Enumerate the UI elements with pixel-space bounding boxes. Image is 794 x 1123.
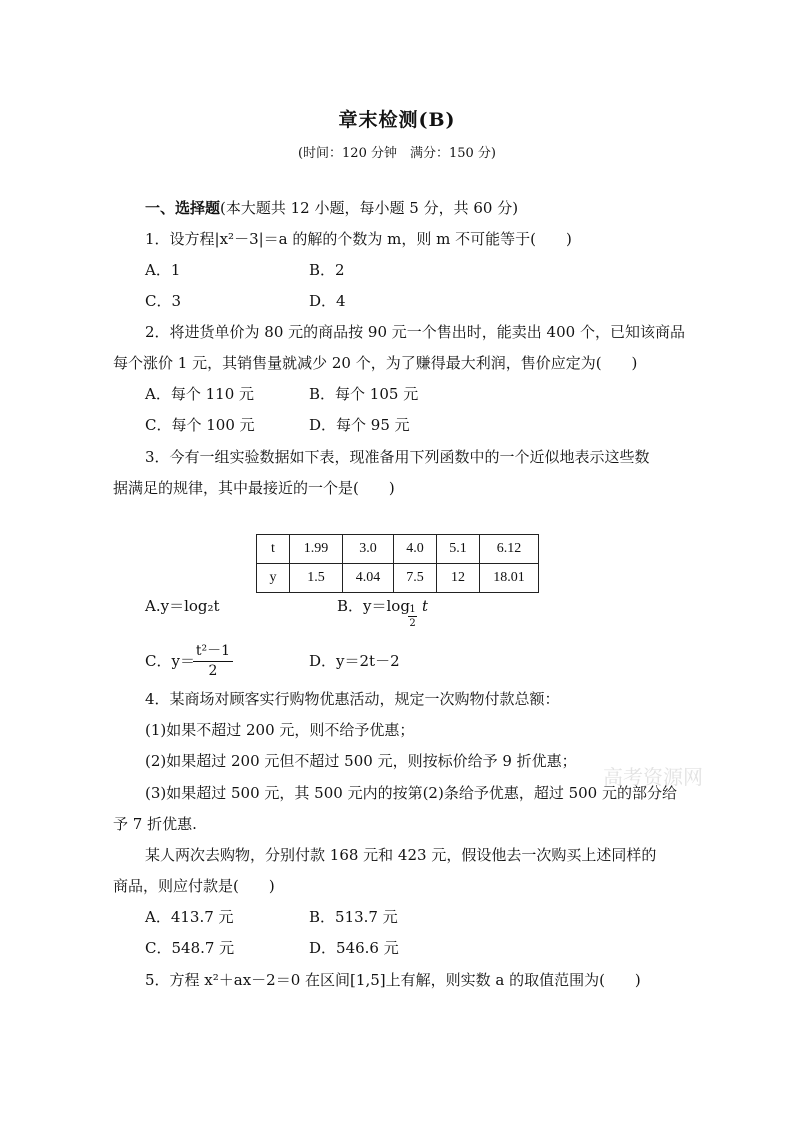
section-heading-rest: (本大题共 12 小题，每小题 5 分，共 60 分)	[220, 199, 519, 217]
exam-meta: (时间：120 分钟 满分：150 分)	[297, 146, 497, 161]
q1-option-a: A．1	[145, 261, 181, 279]
table-cell: 3.0	[343, 535, 394, 564]
table-cell: 7.5	[394, 564, 437, 593]
table-cell: 4.04	[343, 564, 394, 593]
q4-rule1: (1)如果不超过 200 元，则不给予优惠；	[145, 721, 415, 739]
q3-option-c-num: t²－1	[195, 643, 231, 659]
q4-option-a: A．413.7 元	[145, 908, 234, 926]
table-cell: 5.1	[437, 535, 480, 564]
q2-stem-line2: 每个涨价 1 元，其销售量就减少 20 个，为了赚得最大利润，售价应定为( )	[113, 354, 638, 372]
q2-option-c: C．每个 100 元	[145, 416, 255, 434]
table-cell: 1.99	[290, 535, 343, 564]
q3-stem-line2: 据满足的规律，其中最接近的一个是( )	[113, 479, 395, 497]
page-title: 章末检测(B)	[338, 109, 456, 131]
q3-option-d: D．y＝2t－2	[309, 652, 400, 670]
q4-option-b: B．513.7 元	[309, 908, 398, 926]
table-cell: 1.5	[290, 564, 343, 593]
q2-option-d: D．每个 95 元	[309, 416, 410, 434]
q3-stem-line1: 3．今有一组实验数据如下表，现准备用下列函数中的一个近似地表示这些数	[145, 448, 650, 466]
section-heading-bold: 一、选择题	[145, 199, 221, 217]
q3-option-c-fraction	[193, 640, 233, 679]
q4-rule2: (2)如果超过 200 元但不超过 500 元，则按标价给予 9 折优惠；	[145, 752, 577, 770]
table-cell: t	[257, 535, 290, 564]
q4-option-d: D．546.6 元	[309, 939, 399, 957]
section-heading	[145, 198, 518, 218]
q3-option-a: A.y＝log₂t	[145, 597, 220, 615]
q4-rule3-line1: (3)如果超过 500 元，其 500 元内的按第(2)条给予优惠，超过 500 元的部分给	[145, 784, 677, 802]
q4-scenario-line1: 某人两次去购物，分别付款 168 元和 423 元，假设他去一次购买上述同样的	[145, 846, 657, 864]
q3-option-b-arg: t	[421, 597, 428, 615]
table-cell: 4.0	[394, 535, 437, 564]
table-cell: 18.01	[480, 564, 539, 593]
q3-option-c-den: 2	[208, 663, 218, 679]
q4-rule3-line2: 予 7 折优惠.	[113, 815, 197, 833]
q2-option-b: B．每个 105 元	[309, 385, 419, 403]
table-row	[257, 535, 539, 564]
experiment-data-table	[256, 534, 539, 593]
q3-option-b-prefix: B．y＝log	[337, 597, 410, 615]
q2-option-a: A．每个 110 元	[145, 385, 254, 403]
q5-stem: 5．方程 x²＋ax－2＝0 在区间[1,5]上有解，则实数 a 的取值范围为( )	[145, 971, 641, 989]
table-cell: 12	[437, 564, 480, 593]
q4-option-c: C．548.7 元	[145, 939, 235, 957]
q2-stem-line1: 2．将进货单价为 80 元的商品按 90 元一个售出时，能卖出 400 个，已知该商品	[145, 323, 685, 341]
table-row	[257, 564, 539, 593]
q1-option-c: C．3	[145, 292, 182, 310]
q4-scenario-line2: 商品，则应付款是( )	[113, 877, 275, 895]
q4-stem: 4．某商场对顾客实行购物优惠活动，规定一次购物付款总额：	[145, 690, 560, 708]
q3-option-b-base	[408, 604, 417, 629]
q3-option-c-prefix: C．y＝	[145, 652, 195, 670]
watermark: 高考资源网	[603, 765, 703, 789]
q1-stem: 1．设方程|x²－3|＝a 的解的个数为 m，则 m 不可能等于( )	[145, 230, 572, 248]
q3-option-b-base-num: 1	[409, 604, 416, 615]
q1-option-b: B．2	[309, 261, 345, 279]
q1-option-d: D．4	[309, 292, 346, 310]
table-cell: 6.12	[480, 535, 539, 564]
table-cell: y	[257, 564, 290, 593]
q3-option-b-base-den: 2	[409, 618, 416, 629]
